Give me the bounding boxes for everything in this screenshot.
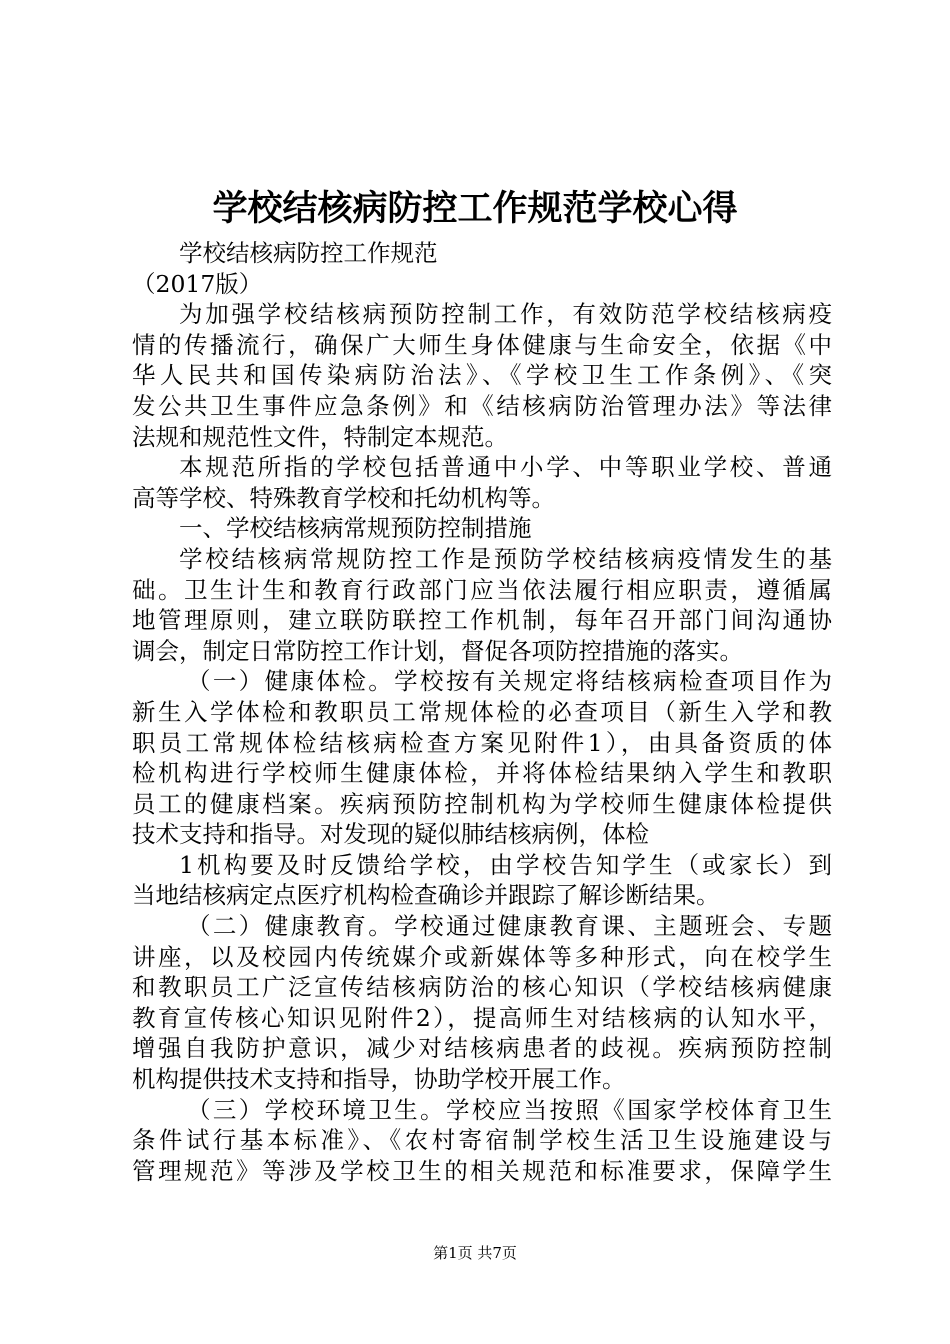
body-line: （三）学校环境卫生。学校应当按照《国家学校体育卫生: [187, 1095, 832, 1124]
body-line: 职员工常规体检结核病检查方案见附件1），由具备资质的体: [132, 728, 832, 757]
body-line: （一）健康体检。学校按有关规定将结核病检查项目作为: [187, 667, 832, 696]
body-line: 和教职员工广泛宣传结核病防治的核心知识（学校结核病健康: [132, 973, 832, 1002]
body-line: （2017版）: [132, 269, 263, 298]
body-line: （二）健康教育。学校通过健康教育课、主题班会、专题: [187, 912, 832, 941]
body-line: 发公共卫生事件应急条例》和《结核病防治管理办法》等法律: [132, 391, 832, 420]
body-line: 机构提供技术支持和指导，协助学校开展工作。: [132, 1065, 626, 1094]
body-line: 础。卫生计生和教育行政部门应当依法履行相应职责，遵循属: [132, 575, 832, 604]
body-line: 条件试行基本标准》、《农村寄宿制学校生活卫生设施建设与: [132, 1126, 832, 1155]
body-line: 管理规范》等涉及学校卫生的相关规范和标准要求，保障学生: [132, 1156, 832, 1185]
body-line: 讲座，以及校园内传统媒介或新媒体等多种形式，向在校学生: [132, 942, 832, 971]
body-line: 为加强学校结核病预防控制工作，有效防范学校结核病疫: [179, 300, 832, 329]
body-line: 本规范所指的学校包括普通中小学、中等职业学校、普通: [179, 453, 832, 482]
body-line: 技术支持和指导。对发现的疑似肺结核病例，体检: [132, 820, 649, 849]
body-line: 学校结核病防控工作规范: [179, 239, 438, 267]
body-line: 调会，制定日常防控工作计划，督促各项防控措施的落实。: [132, 636, 743, 665]
body-line: 检机构进行学校师生健康体检，并将体检结果纳入学生和教职: [132, 759, 832, 788]
body-line: 地管理原则，建立联防联控工作机制，每年召开部门间沟通协: [132, 606, 832, 635]
body-line: 高等学校、特殊教育学校和托幼机构等。: [132, 483, 555, 512]
body-line: 华人民共和国传染病防治法》、《学校卫生工作条例》、《突: [132, 361, 832, 390]
document-body: [132, 238, 832, 1186]
body-line: 一、学校结核病常规预防控制措施: [179, 514, 532, 543]
body-line: 情的传播流行，确保广大师生身体健康与生命安全，依据《中: [132, 330, 832, 359]
body-line: 当地结核病定点医疗机构检查确诊并跟踪了解诊断结果。: [132, 881, 720, 910]
body-line: 员工的健康档案。疾病预防控制机构为学校师生健康体检提供: [132, 789, 832, 818]
body-line: 法规和规范性文件，特制定本规范。: [132, 422, 508, 451]
document-title: 学校结核病防控工作规范学校心得: [212, 188, 738, 229]
body-line: 教育宣传核心知识见附件2），提高师生对结核病的认知水平，: [132, 1003, 832, 1032]
body-line: 新生入学体检和教职员工常规体检的必查项目（新生入学和教: [132, 697, 832, 726]
page-footer: 第1页 共7页: [433, 1244, 517, 1262]
body-line: 1机构要及时反馈给学校，由学校告知学生（或家长）到: [179, 850, 832, 879]
body-line: 增强自我防护意识，减少对结核病患者的歧视。疾病预防控制: [132, 1034, 832, 1063]
body-line: 学校结核病常规防控工作是预防学校结核病疫情发生的基: [179, 544, 832, 573]
